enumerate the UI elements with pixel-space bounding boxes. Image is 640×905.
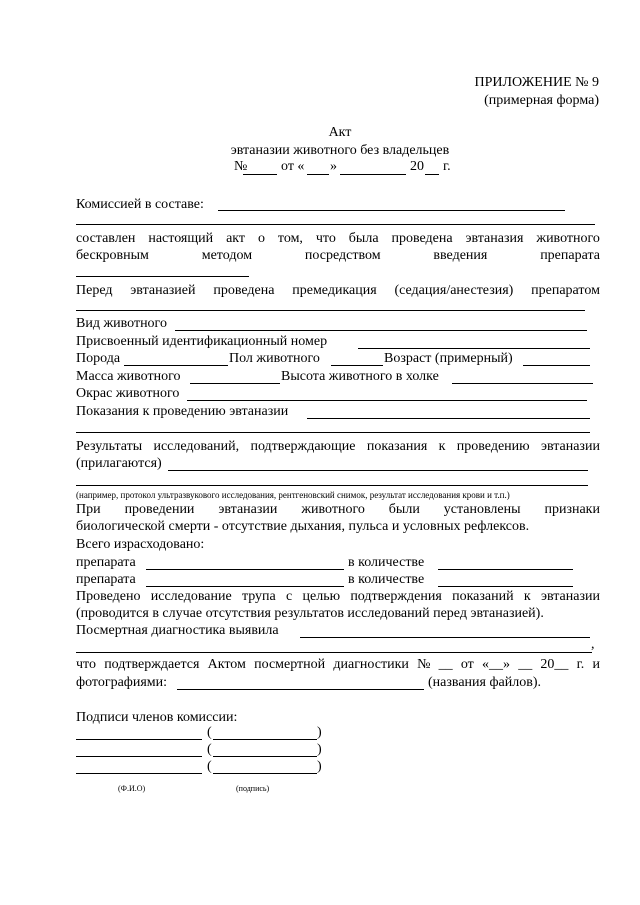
height-field[interactable] <box>452 383 593 384</box>
quantity-field-2[interactable] <box>438 586 573 587</box>
commission-label: Комиссией в составе: <box>76 197 204 212</box>
premed-line: Перед эвтаназией проведена премедикация (седация/анестезия) препаратом <box>76 283 600 298</box>
weight-field[interactable] <box>190 383 280 384</box>
postmortem-comma: , <box>591 637 595 652</box>
breed-label: Порода <box>76 351 121 366</box>
quantity-field-1[interactable] <box>438 569 573 570</box>
quantity-label-2: в количестве <box>348 572 425 587</box>
drug-label-2: препарата <box>76 572 136 587</box>
postmortem-field[interactable] <box>300 637 590 638</box>
form-type-label: (примерная форма) <box>484 93 599 108</box>
signs-line: При проведении эвтаназии животного были установлены признаки <box>76 502 600 517</box>
appendix-label: ПРИЛОЖЕНИЕ № 9 <box>474 75 599 90</box>
example-note: (например, протокол ультразвукового исследования, рентгеновский снимок, результат исследования крови и т.п.) <box>76 490 510 500</box>
fio-field-3[interactable] <box>76 773 202 774</box>
species-field[interactable] <box>175 330 587 331</box>
commission-field-2[interactable] <box>76 224 595 225</box>
fio-caption: (Ф.И.О) <box>118 784 146 793</box>
autopsy-line: Проведено исследование трупа с целью подтверждения показаний к эвтаназии <box>76 589 600 604</box>
drug-name-field[interactable] <box>76 276 249 277</box>
quantity-label-1: в количестве <box>348 555 425 570</box>
sex-field[interactable] <box>331 365 383 366</box>
results-field-2[interactable] <box>76 485 588 486</box>
weight-label: Масса животного <box>76 369 181 384</box>
drug-field-1[interactable] <box>146 569 344 570</box>
signature-field-2[interactable] <box>213 756 317 757</box>
species-label: Вид животного <box>76 316 167 331</box>
breed-field[interactable] <box>124 365 228 366</box>
bio-death-text: биологической смерти - отсутствие дыхания, пульса и условных рефлексов. <box>76 519 530 534</box>
age-field[interactable] <box>523 365 590 366</box>
composed-line: составлен настоящий акт о том, что была проведена эвтаназия животного <box>76 231 600 246</box>
drug-field-2[interactable] <box>146 586 344 587</box>
premed-field[interactable] <box>76 310 585 311</box>
indications-field[interactable] <box>307 418 590 419</box>
signature-field-1[interactable] <box>213 739 317 740</box>
color-field[interactable] <box>187 400 587 401</box>
color-label: Окрас животного <box>76 386 180 401</box>
attached-label: (прилагаются) <box>76 456 162 471</box>
indications-field-2[interactable] <box>76 432 590 433</box>
commission-field[interactable] <box>218 210 565 211</box>
photos-label: фотографиями: <box>76 675 168 690</box>
results-field[interactable] <box>168 470 588 471</box>
confirmed-line: что подтверждается Актом посмертной диагностики № __ от «__» __ 20__ г. и <box>76 657 600 672</box>
signature-field-3[interactable] <box>213 773 317 774</box>
fio-field-2[interactable] <box>76 756 202 757</box>
results-line: Результаты исследований, подтверждающие показания к проведению эвтаназии <box>76 439 600 454</box>
file-names-label: (названия файлов). <box>428 675 541 690</box>
photos-field[interactable] <box>177 689 424 690</box>
drug-label-1: препарата <box>76 555 136 570</box>
height-label: Высота животного в холке <box>281 369 439 384</box>
fio-field-1[interactable] <box>76 739 202 740</box>
postmortem-label: Посмертная диагностика выявила <box>76 623 279 638</box>
doc-subtitle: эвтаназии животного без владельцев <box>230 143 450 158</box>
indications-label: Показания к проведению эвтаназии <box>76 404 289 419</box>
sex-label: Пол животного <box>229 351 320 366</box>
doc-title: Акт <box>328 125 352 140</box>
method-line: бескровным методом посредством введения препарата <box>76 248 600 263</box>
age-label: Возраст (примерный) <box>384 351 513 366</box>
postmortem-field-2[interactable] <box>76 652 592 653</box>
signature-caption: (подпись) <box>236 784 270 793</box>
id-number-label: Присвоенный идентификационный номер <box>76 334 328 349</box>
autopsy-condition: (проводится в случае отсутствия результатов исследований перед эвтаназией). <box>76 606 544 621</box>
signatures-title: Подписи членов комиссии: <box>76 710 238 725</box>
total-spent-label: Всего израсходовано: <box>76 537 205 552</box>
id-number-field[interactable] <box>358 348 590 349</box>
